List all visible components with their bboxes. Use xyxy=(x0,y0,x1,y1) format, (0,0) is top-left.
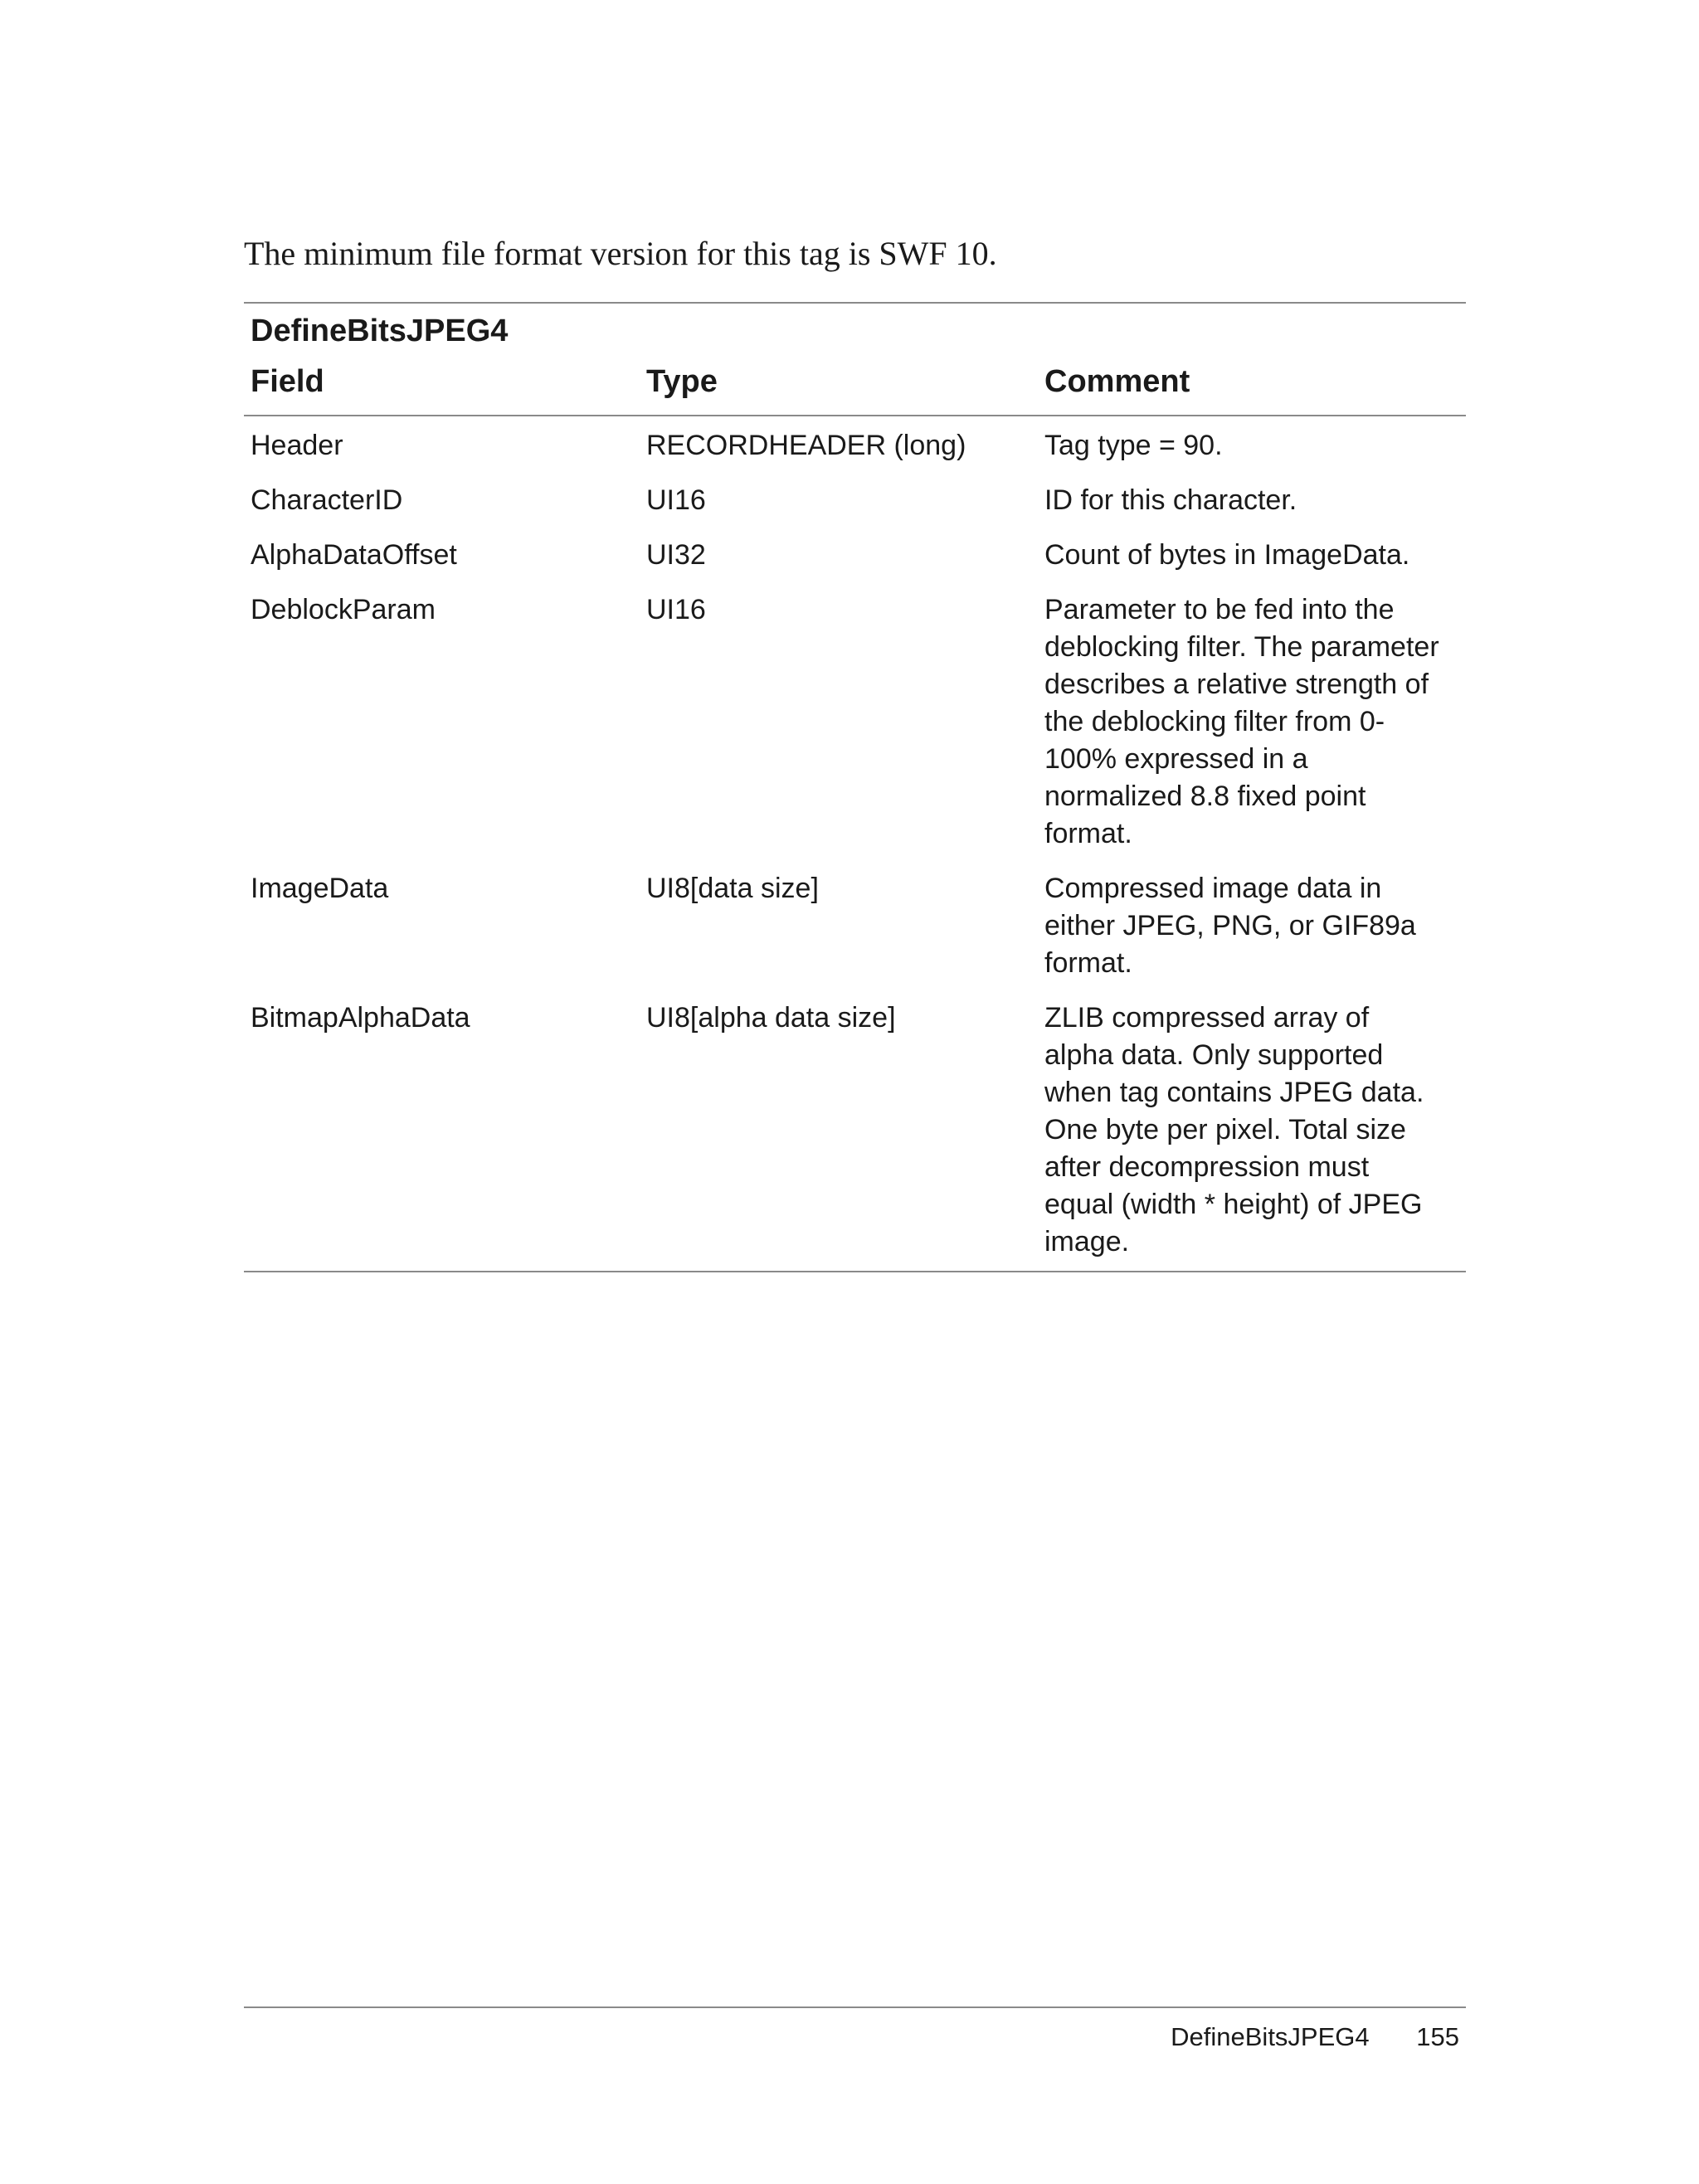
table-row-header xyxy=(244,427,1466,465)
comment-cell: ZLIB compressed array of alpha data. Only supported when tag contains JPEG data. One byte per pixel. Total size after decompression must equal (width * height) of JPEG image. xyxy=(1044,1002,1424,1257)
type-cell: UI16 xyxy=(646,594,706,625)
type-cell: UI16 xyxy=(646,484,706,516)
intro-sentence: The minimum file format version for this tag is SWF 10. xyxy=(244,235,997,272)
comment-cell: Parameter to be fed into the deblocking filter. The parameter describes a relative strength of the deblocking filter from 0- 100% expressed in a normalized 8.8 fixed point format. xyxy=(1044,594,1439,849)
table-title: DefineBitsJPEG4 xyxy=(251,314,509,348)
field-cell: AlphaDataOffset xyxy=(251,539,457,571)
define-bits-jpeg4-table xyxy=(244,302,1466,1272)
table-header-row xyxy=(244,360,1466,416)
header-field: Field xyxy=(251,364,324,399)
type-cell: UI8[alpha data size] xyxy=(646,1002,896,1034)
type-cell: UI8[data size] xyxy=(646,873,819,904)
table-row-deblock-param xyxy=(244,591,1466,853)
type-cell: UI32 xyxy=(646,539,706,571)
comment-cell: ID for this character. xyxy=(1044,484,1297,516)
comment-cell: Count of bytes in ImageData. xyxy=(1044,539,1410,571)
table-row-character-id xyxy=(244,482,1466,519)
table-row-image-data xyxy=(244,870,1466,982)
table-row-alpha-data-offset xyxy=(244,537,1466,574)
header-comment: Comment xyxy=(1044,364,1190,399)
page-number: 155 xyxy=(1416,2022,1459,2051)
field-cell: CharacterID xyxy=(251,484,403,516)
comment-cell: Compressed image data in either JPEG, PNG, or GIF89a format. xyxy=(1044,873,1416,979)
field-cell: Header xyxy=(251,430,343,461)
table-row-bitmap-alpha-data xyxy=(244,1000,1466,1261)
field-cell: ImageData xyxy=(251,873,389,904)
footer-rule xyxy=(244,2006,1466,2008)
table-body xyxy=(244,416,1466,1272)
field-cell: DeblockParam xyxy=(251,594,436,625)
page-footer xyxy=(1171,2021,1459,2054)
field-cell: BitmapAlphaData xyxy=(251,1002,470,1034)
comment-cell: Tag type = 90. xyxy=(1044,430,1223,461)
type-cell: RECORDHEADER (long) xyxy=(646,430,966,461)
footer-section-title: DefineBitsJPEG4 xyxy=(1171,2022,1370,2051)
header-type: Type xyxy=(646,364,718,399)
